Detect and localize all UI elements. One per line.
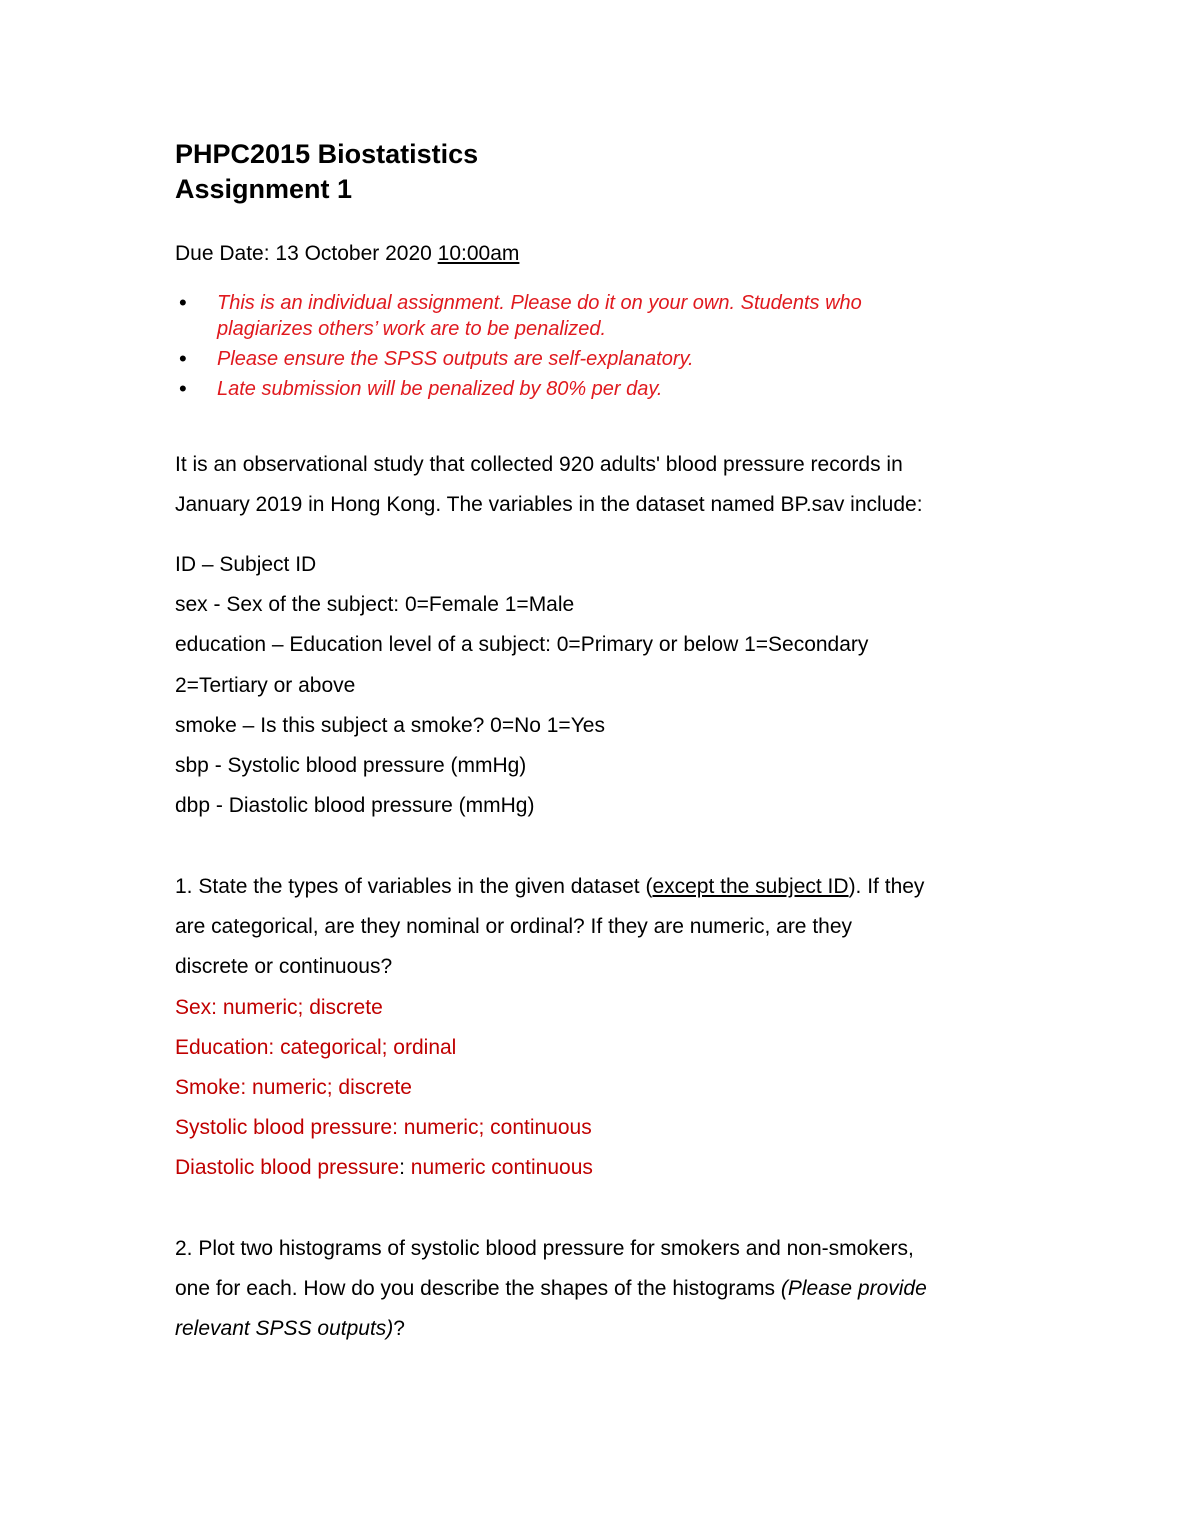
variable-item: education – Education level of a subject: 0=Primary or below 1=Secondary xyxy=(175,633,869,657)
document-title xyxy=(175,137,478,207)
variable-item: dbp - Diastolic blood pressure (mmHg) xyxy=(175,794,535,818)
variable-item: sbp - Systolic blood pressure (mmHg) xyxy=(175,754,527,778)
due-date xyxy=(175,240,519,268)
note-item: • Please ensure the SPSS outputs are self-explanatory. xyxy=(179,346,694,371)
answer-line: Sex: numeric; discrete xyxy=(175,995,383,1019)
variable-item: smoke – Is this subject a smoke? 0=No 1=Yes xyxy=(175,713,605,737)
bullet-icon: • xyxy=(179,346,187,371)
due-date-label: Due Date: 13 October 2020 xyxy=(175,242,438,265)
course-title: PHPC2015 Biostatistics xyxy=(175,139,479,169)
notes-list xyxy=(175,290,1005,406)
assignment-title: Assignment 1 xyxy=(175,174,353,204)
question-1-text: 1. State the types of variables in the given dataset (except the subject ID). If they xyxy=(175,875,925,898)
variable-item: ID – Subject ID xyxy=(175,553,317,576)
bullet-icon: • xyxy=(179,376,187,401)
answer-line: Systolic blood pressure: numeric; continuous xyxy=(175,1116,592,1140)
due-time: 10:00am xyxy=(437,242,520,265)
answer-line: Diastolic blood pressure: numeric continuous xyxy=(175,1156,593,1180)
question-1: 1. State the types of variables in the given dataset (except the subject ID). If they are categorical, are they nominal or ordinal? If they are numeric, are they discrete or continuous? Sex: numeric; discrete Education: categorical; ordinal Smoke: numeric; discrete Systolic blood pressure: numeric; continuous Diastolic blood pressure: numeric continuous xyxy=(175,867,1025,1189)
answer-line: Education: categorical; ordinal xyxy=(175,1035,457,1059)
bullet-icon: • xyxy=(179,290,187,315)
variable-item: 2=Tertiary or above xyxy=(175,673,356,697)
answer-line: Smoke: numeric; discrete xyxy=(175,1076,412,1100)
intro-paragraph: It is an observational study that collected 920 adults' blood pressure records in January 2019 in Hong Kong. The variables in the dataset named BP.sav include: xyxy=(175,453,923,517)
question-2: 2. Plot two histograms of systolic blood pressure for smokers and non-smokers, one for each. How do you describe the shapes of the histograms (Please provide relevant SPSS outputs)? xyxy=(175,1237,927,1341)
variable-item: sex - Sex of the subject: 0=Female 1=Male xyxy=(175,593,575,617)
variable-list xyxy=(175,545,1025,826)
note-item: • This is an individual assignment. Please do it on your own. Students who plagiarizes others’ work are to be penalized. xyxy=(179,290,862,340)
note-item: • Late submission will be penalized by 80% per day. xyxy=(179,376,663,401)
